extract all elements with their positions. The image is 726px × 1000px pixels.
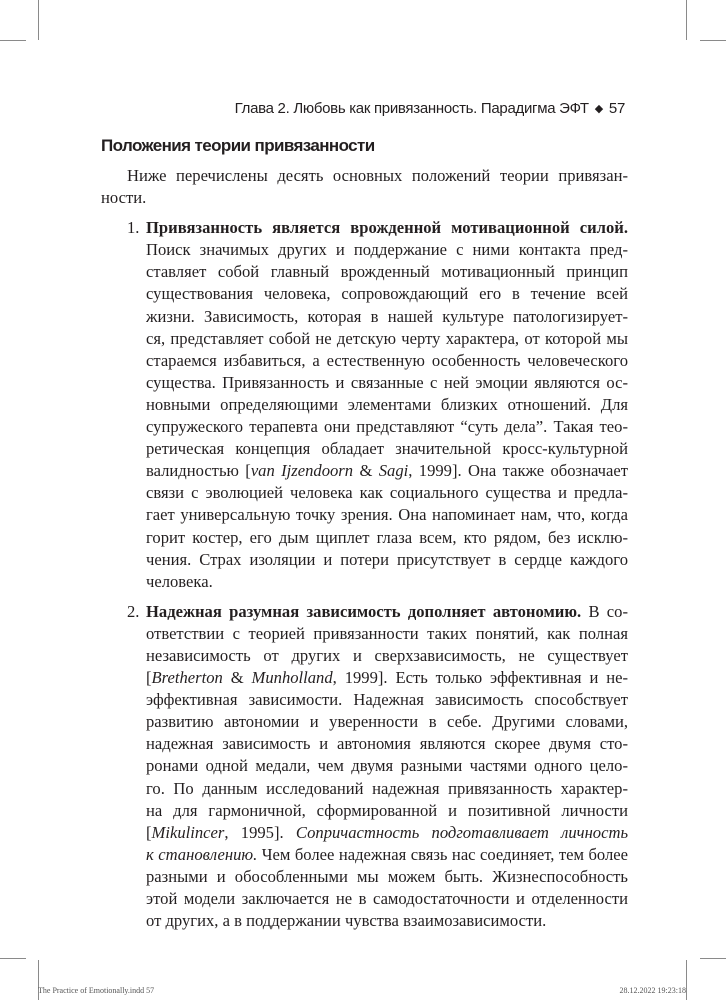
- list-item-1-line: жизни. Зависимость, которая в нашей культуре патологизирует-: [146, 306, 628, 326]
- list-item-2-line: от других, а в поддержании чувства взаимозависимости.: [146, 911, 547, 931]
- section-title: Положения теории привязанности: [101, 136, 375, 155]
- footer-timestamp: 28.12.2022 19:23:18: [619, 986, 686, 995]
- list-item-1-line: Поиск значимых других и поддержание с ними контакта пред-: [146, 240, 628, 260]
- list-item-heading-bold: Надежная разумная зависимость дополняет автономию.: [146, 601, 582, 621]
- intro-line: ности.: [101, 188, 147, 208]
- list-item-number: 2.: [127, 601, 140, 621]
- list-item-1-line: валидностью [van Ijzendoorn & Sagi, 1999]. Она также обозначает: [146, 461, 628, 481]
- page-number: 57: [608, 100, 625, 117]
- footer-file-info: The Practice of Emotionally.indd 57: [38, 986, 155, 995]
- diamond-icon: ◆: [594, 103, 603, 115]
- list-item-heading: Надежная разумная зависимость дополняет автономию. В со-: [146, 601, 628, 621]
- list-item-2-line: [101, 601, 628, 623]
- list-item-2-line: ответствии с теорией привязанности таких понятий, как полная: [146, 623, 628, 643]
- list-item-2-line: развитию автономии и уверенности в себе. Другими словами,: [146, 712, 628, 732]
- list-item-1-line: человека.: [146, 571, 213, 591]
- list-item-2-line: разными и обособленными мы можем быть. Жизнеспособность: [146, 866, 628, 886]
- list-item-1-line: новными определяющими элементами близких отношений. Для: [146, 394, 628, 414]
- list-item-2-line: [Bretherton & Munholland, 1999]. Есть только эффективная и не-: [146, 668, 628, 688]
- list-item-1-line: связи с эволюцией человека как социального существа и предла-: [146, 483, 628, 503]
- list-item-2-line: к становлению. Чем более надежная связь нас соединяет, тем более: [146, 844, 628, 864]
- crop-mark-bottom-right: [686, 960, 687, 1000]
- list-item-heading: Привязанность является врожденной мотивационной силой.: [146, 218, 628, 238]
- list-item-2-line: ронами одной медали, чем двумя разными частями одного цело-: [146, 756, 628, 776]
- list-item-2-line: надежная зависимость и автономия являются скорее двумя сто-: [146, 734, 628, 754]
- crop-mark-top-left: [38, 0, 39, 40]
- list-item-1-line: ся, представляет собой не детскую черту характера, от которой мы: [146, 328, 628, 348]
- list-item-2-line: эффективная зависимости. Надежная зависимость способствует: [146, 690, 628, 710]
- intro-line: Ниже перечислены десять основных положений теории привязан-: [127, 166, 628, 185]
- crop-mark-right-bottom: [700, 958, 726, 959]
- list-item-1-line: [101, 217, 628, 239]
- list-item-1-line: гает универсальную точку зрения. Она напоминает нам, что, когда: [146, 505, 628, 525]
- list-item-2-line: этой модели заключается не в самодостаточности и отделенности: [146, 889, 628, 908]
- list-item-1-line: чения. Страх изоляции и потери присутствует в сердце каждого: [146, 549, 628, 569]
- crop-mark-left-top: [0, 40, 26, 41]
- list-item-2-line: [Mikulincer, 1995]. Сопричастность подготавливает личность: [146, 822, 628, 842]
- list-item-1-line: горит костер, его дым щиплет глаза всем, кто рядом, без исклю-: [146, 527, 628, 547]
- list-item-1-line: ставляет собой главный врожденный мотивационный принцип: [146, 262, 628, 282]
- list-item-number: 1.: [127, 218, 140, 238]
- list-item-1-line: супружеского терапевта они представляют “суть дела”. Такая тео-: [146, 417, 628, 437]
- list-item-1-line: стараемся избавиться, а естественную особенность человеческого: [146, 350, 628, 370]
- list-item-2-line: независимость от других и сверхзависимость, не существует: [146, 645, 628, 665]
- list-item-2-line: го. По данным исследований надежная привязанность характер-: [146, 778, 628, 798]
- list-item-1-line: существования человека, сопровождающий его в течение всей: [146, 284, 628, 304]
- list-item-1-line: ретическая концепция обладает значительной кросс-культурной: [146, 439, 628, 459]
- list-item-1-line: существа. Привязанность и связанные с ней эмоции являются ос-: [146, 372, 628, 392]
- body-text: [101, 165, 628, 932]
- crop-mark-right-top: [700, 40, 726, 41]
- crop-mark-top-right: [686, 0, 687, 40]
- running-head-title: Глава 2. Любовь как привязанность. Парадигма ЭФТ: [234, 100, 589, 117]
- crop-mark-left-bottom: [0, 958, 26, 959]
- list-item-2-line: на для гармоничной, сформированной и позитивной личности: [146, 800, 628, 820]
- running-head: [235, 100, 625, 117]
